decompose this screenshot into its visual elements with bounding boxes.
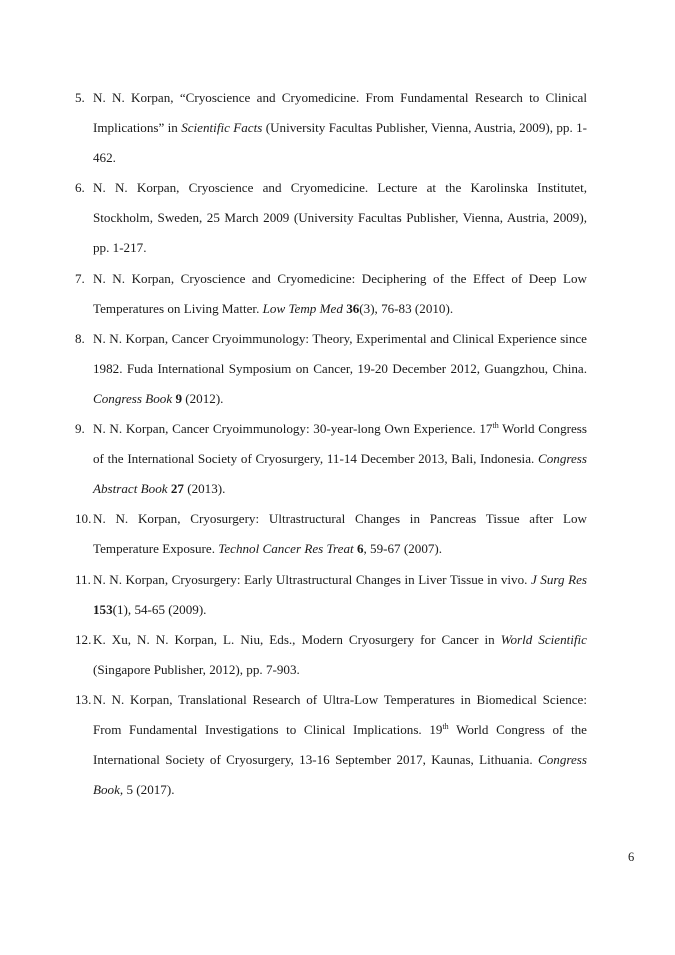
reference-item bbox=[75, 565, 587, 625]
italic-text: Technol Cancer Res Treat bbox=[218, 541, 354, 557]
reference-list bbox=[75, 83, 587, 805]
reference-item bbox=[75, 324, 587, 414]
reference-text: N. N. Korpan, Cancer Cryoimmunology: Theory, Experimental and Clinical Experience since 1982. Fuda International Symposium on Cancer, 19-20 December 2012, Guangzhou, China. Congress Book 9 (2012). bbox=[93, 330, 587, 406]
reference-item bbox=[75, 264, 587, 324]
italic-text: Congress Abstract Book bbox=[93, 451, 587, 497]
bold-text: 27 bbox=[170, 481, 184, 497]
reference-item bbox=[75, 83, 587, 173]
bold-text: 6 bbox=[356, 541, 364, 557]
reference-number: 11. bbox=[75, 571, 91, 587]
superscript-text: th bbox=[492, 421, 499, 431]
reference-text: K. Xu, N. N. Korpan, L. Niu, Eds., Modern Cryosurgery for Cancer in World Scientific (Singapore Publisher, 2012), pp. 7-903. bbox=[93, 631, 587, 677]
superscript-text: th bbox=[442, 721, 449, 731]
italic-text: Congress Book, bbox=[93, 752, 587, 798]
reference-number: 10. bbox=[75, 511, 92, 527]
reference-number: 5. bbox=[75, 90, 85, 105]
reference-number: 12. bbox=[75, 631, 92, 647]
reference-number: 9. bbox=[75, 421, 85, 437]
reference-item bbox=[75, 504, 587, 564]
reference-text: N. N. Korpan, Cryoscience and Cryomedicine: Deciphering of the Effect of Deep Low Temperatures on Living Matter. Low Temp Med 36(3), 76-83 (2010). bbox=[93, 270, 587, 316]
reference-text: N. N. Korpan, “Cryoscience and Cryomedicine. From Fundamental Research to Clinical Implications” in Scientific Facts (University Facultas Publisher, Vienna, Austria, 2009), pp. 1-462. bbox=[93, 90, 587, 166]
page-number: 6 bbox=[628, 850, 635, 864]
reference-number: 8. bbox=[75, 330, 85, 346]
reference-text: N. N. Korpan, Cancer Cryoimmunology: 30-year-long Own Experience. 17th World Congress of the International Society of Cryosurgery, 11-14 December 2013, Bali, Indonesia. Congress Abstract Book 27 (2013). bbox=[93, 421, 587, 497]
italic-text: World Scientific bbox=[500, 631, 587, 647]
reference-item bbox=[75, 173, 587, 263]
reference-item bbox=[75, 414, 587, 504]
reference-number: 6. bbox=[75, 180, 85, 196]
bold-text: 153 bbox=[93, 601, 113, 617]
italic-text: Scientific Facts bbox=[181, 120, 263, 136]
bold-text: 9 bbox=[175, 390, 182, 406]
italic-text: Congress Book bbox=[93, 390, 173, 406]
reference-text: N. N. Korpan, Cryosurgery: Ultrastructural Changes in Pancreas Tissue after Low Temperature Exposure. Technol Cancer Res Treat 6, 59-67 (2007). bbox=[93, 511, 587, 557]
reference-number: 7. bbox=[75, 270, 85, 286]
reference-item bbox=[75, 685, 587, 805]
reference-text: N. N. Korpan, Cryosurgery: Early Ultrastructural Changes in Liver Tissue in vivo. J Surg Res 153(1), 54-65 (2009). bbox=[93, 571, 588, 617]
bold-text: 36 bbox=[346, 300, 360, 316]
reference-number: 13. bbox=[75, 691, 92, 707]
reference-text: N. N. Korpan, Cryoscience and Cryomedicine. Lecture at the Karolinska Institutet, Stockholm, Sweden, 25 March 2009 (University Facultas Publisher, Vienna, Austria, 2009), pp. 1-217. bbox=[93, 180, 587, 256]
reference-text: N. N. Korpan, Translational Research of Ultra-Low Temperatures in Biomedical Science: From Fundamental Investigations to Clinical Implications. 19th World Congress of the International Society of Cryosurgery, 13-16 September 2017, Kaunas, Lithuania. Congress Book, 5 (2017). bbox=[93, 691, 587, 798]
reference-item bbox=[75, 625, 587, 685]
italic-text: Low Temp Med bbox=[262, 300, 343, 316]
italic-text: J Surg Res bbox=[530, 571, 588, 587]
